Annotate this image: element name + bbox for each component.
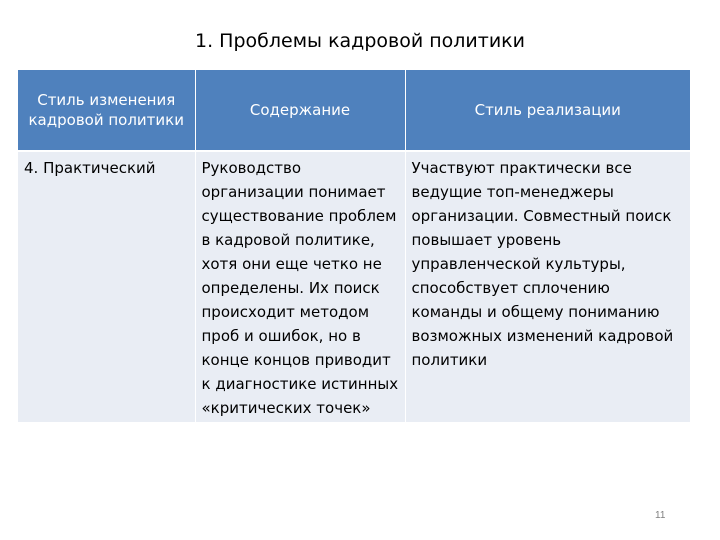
cell-implementation: Участвуют практически все ведущие топ-менеджеры организации. Совместный поиск повышает уровень управленческой культуры, способствует сплочению команды и общему пониманию возможных изменений кадровой политики [405,151,690,422]
cell-content: Руководство организации понимает существование проблем в кадровой политике, хотя они еще четко не определены. Их поиск происходит методом проб и ошибок, но в конце концов приводит к диагностике истинных «критических точек» [195,151,405,422]
header-change-style: Стиль изменения кадровой политики [18,70,195,151]
policy-table [18,70,690,422]
table-header-row [18,70,690,151]
table-row [18,151,690,422]
cell-style: 4. Практический [18,151,195,422]
header-implementation-style: Стиль реализации [405,70,690,151]
page-number: 11 [655,510,666,521]
header-content: Содержание [195,70,405,151]
slide-title: 1. Проблемы кадровой политики [195,30,525,52]
